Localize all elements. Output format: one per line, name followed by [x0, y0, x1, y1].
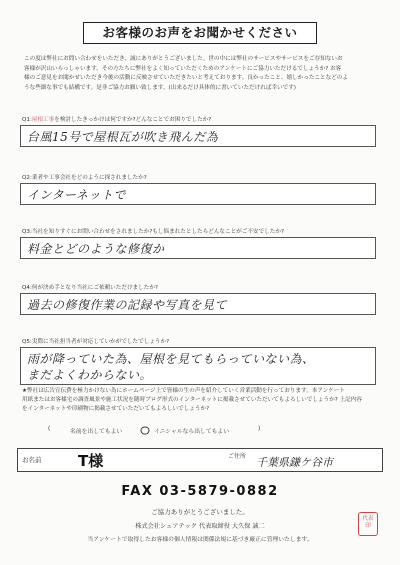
answer-box[interactable] — [20, 125, 376, 147]
answer-text: 雨が降っていた為、屋根を見てもらっていない為、 — [27, 352, 315, 366]
choice-open-paren: ( — [48, 426, 51, 432]
intro-line: うな些細な事でも結構です。是非ご協力お願い致します。(出来るだけ具体的に書いていただければ幸いです) — [24, 84, 296, 91]
choice-named[interactable]: 名前を出してもよい — [70, 429, 123, 435]
company-stamp: 代表 印 — [358, 512, 378, 536]
intro-line: 客様が沢山いらっしゃいます。その方たちに弊社をよく知っていただくためのアンケートにご協力いただけるでしょうか? お客 — [24, 65, 342, 72]
question-3 — [20, 228, 376, 259]
publication-note — [22, 387, 376, 415]
answer-box[interactable] — [20, 293, 376, 315]
thanks-text: ご協力ありがとうございました。 — [151, 508, 249, 516]
question-label: Q4:何が決め手となり当社にご依頼いただけましたか? — [22, 285, 158, 291]
question-label: Q5:実際に当社担当者が対応していかがでしたでしょうか? — [22, 339, 170, 345]
question-label: Q3:当社を知りすぐにお問い合わせをされましたか?もし悩まれたとしたらどんなことがご不安でしたか? — [22, 229, 284, 235]
question-label: Q1:屋根工事を検討したきっかけは何ですか?どんなことでお困りでしたか? — [22, 117, 212, 123]
question-4 — [20, 284, 376, 315]
page-title: お客様のお声をお聞かせください — [83, 22, 317, 44]
intro-text — [24, 55, 378, 93]
fax-number: FAX 03-5879-0882 — [121, 484, 279, 499]
question-label: Q2:業者や工事会社をどのように探されましたか? — [22, 175, 147, 181]
answer-text: 台風15号で屋根瓦が吹き飛んだ為 — [27, 130, 219, 144]
note-line: ★弊社は広告宣伝費を極力かけない為にホームページ上で皆様の生の声を紹介していく営業活動を行っております。本アンケート — [22, 388, 345, 394]
answer-text: 過去の修復作業の記録や写真を見て — [27, 298, 228, 312]
question-5 — [20, 338, 376, 385]
address-label: ご住所 — [228, 453, 247, 460]
name-value: T様 — [78, 452, 104, 470]
address-value: 千葉県鎌ケ谷市 — [256, 456, 333, 469]
intro-line: 様のご意見をお聞かせいただき今後の活動に反映させていただきたいと考えております。良かったこと、嬉しかったことなどのよ — [24, 75, 348, 82]
answer-text: 料金とどのような修復か — [27, 242, 165, 256]
question-2 — [20, 174, 376, 205]
answer-text: インターネットで — [27, 188, 126, 202]
answer-text: まだよくわからない。 — [27, 368, 153, 382]
circle-mark-icon — [140, 426, 150, 437]
choice-close-paren: ) — [258, 426, 261, 432]
note-line: 用紙またはお客様宅の調査風景や施工状況を随時ブログ形式のインターネットに掲載させていただいてもよろしいでしょうか? 上記内容 — [22, 397, 362, 404]
question-1 — [20, 116, 376, 147]
answer-box[interactable] — [20, 347, 376, 385]
customer-info — [17, 448, 383, 472]
privacy-note: 当アンケートで取得したお客様の個人情報は関係法規に基づき厳正に管理いたします。 — [87, 537, 313, 543]
name-label: お名前 — [22, 456, 42, 464]
answer-box[interactable] — [20, 237, 376, 259]
answer-box[interactable] — [20, 183, 376, 205]
company-name: 株式会社シェアテック 代表取締役 大久保 誠二 — [135, 523, 265, 530]
note-line: をインターネットや印刷物に掲載させていただいてもよろしいでしょうか? — [22, 406, 210, 413]
intro-line: この度は弊社にお問い合わせをいただき、誠にありがとうございました。世の中には弊社のサービスやサービスをご存知ないお — [24, 56, 343, 62]
choice-initial[interactable]: イニシャルなら出してもよい — [154, 429, 230, 435]
